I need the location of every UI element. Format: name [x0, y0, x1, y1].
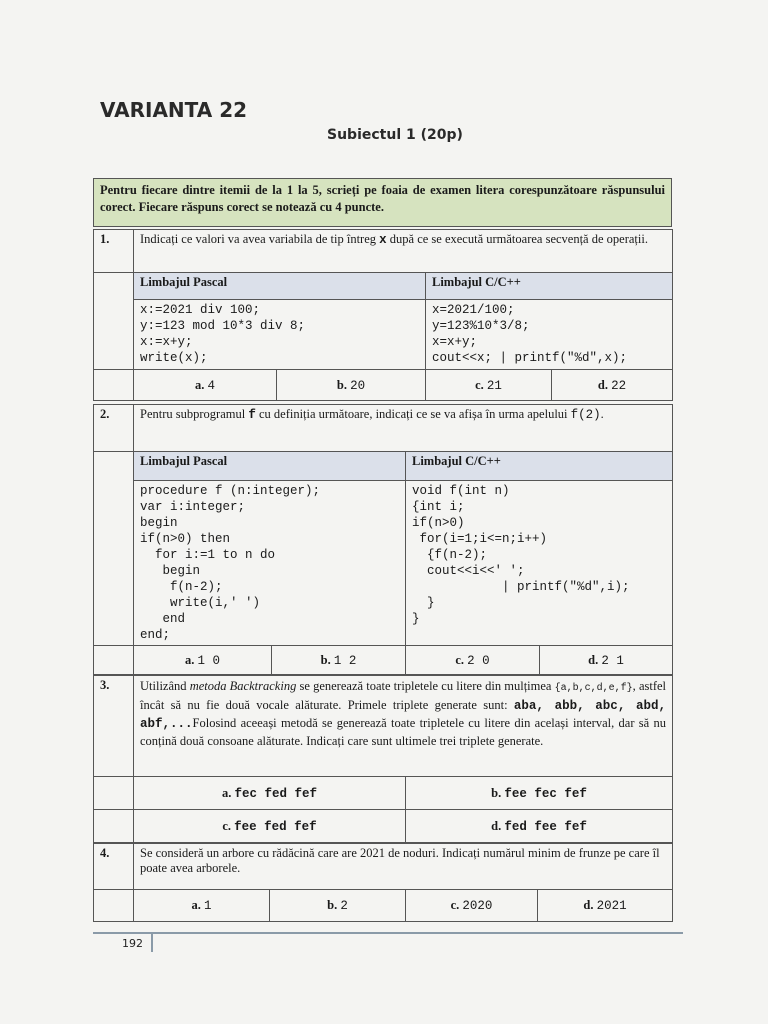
- page-title: VARIANTA 22: [100, 98, 248, 122]
- answer-option-d: d. fed fee fef: [406, 810, 673, 843]
- answer-option-b: b. 1 2: [272, 646, 406, 675]
- question-2-table: [93, 404, 673, 675]
- cpp-header: Limbajul C/C++: [406, 452, 673, 481]
- answer-option-d: d. 22: [552, 370, 673, 401]
- question-number: 4.: [94, 844, 134, 890]
- footer-tick: [151, 934, 153, 952]
- pascal-code: procedure f (n:integer); var i:integer; begin if(n>0) then for i:=1 to n do begin f(n-2); write(i,' ') end end;: [134, 481, 406, 646]
- pascal-code: x:=2021 div 100; y:=123 mod 10*3 div 8; x:=x+y; write(x);: [134, 300, 426, 370]
- question-1-text: Indicați ce valori va avea variabila de tip întreg x după ce se execută următoarea secvență de operații.: [134, 230, 673, 273]
- question-4-text: Se consideră un arbore cu rădăcină care are 2021 de noduri. Indicați numărul minim de frunze pe care îl poate avea arborele.: [134, 844, 673, 890]
- answer-option-a: a. 1: [134, 890, 270, 922]
- question-1-table: [93, 229, 673, 401]
- answer-option-a: a. 1 0: [134, 646, 272, 675]
- answer-option-c: c. 2020: [406, 890, 538, 922]
- answer-option-c: c. 2 0: [406, 646, 540, 675]
- answer-option-d: d. 2 1: [540, 646, 673, 675]
- answer-option-c: c. 21: [426, 370, 552, 401]
- cpp-code: void f(int n) {int i; if(n>0) for(i=1;i<=n;i++) {f(n-2); cout<<i<<' '; | printf("%d",i); } }: [406, 481, 673, 646]
- question-number: 1.: [94, 230, 134, 273]
- question-number: 2.: [94, 405, 134, 452]
- footer-rule: [93, 932, 683, 934]
- answer-option-d: d. 2021: [538, 890, 673, 922]
- answer-option-a: a. fec fed fef: [134, 777, 406, 810]
- pascal-header: Limbajul Pascal: [134, 273, 426, 300]
- section-subtitle: Subiectul 1 (20p): [327, 127, 463, 143]
- answer-option-a: a. 4: [134, 370, 277, 401]
- variable-x: x: [379, 233, 387, 247]
- cpp-code: x=2021/100; y=123%10*3/8; x=x+y; cout<<x; | printf("%d",x);: [426, 300, 673, 370]
- pascal-header: Limbajul Pascal: [134, 452, 406, 481]
- question-number: 3.: [94, 676, 134, 777]
- answer-option-b: b. 20: [277, 370, 426, 401]
- answer-option-c: c. fee fed fef: [134, 810, 406, 843]
- instructions-box: Pentru fiecare dintre itemii de la 1 la 5, scrieți pe foaia de examen litera corespunzătoare răspunsului corect. Fiecare răspuns corect se notează cu 4 puncte.: [93, 178, 672, 227]
- cpp-header: Limbajul C/C++: [426, 273, 673, 300]
- page-number: 192: [122, 937, 143, 950]
- question-2-text: Pentru subprogramul f cu definiția următoare, indicați ce se va afișa în urma apelului f(2).: [134, 405, 673, 452]
- question-3-text: Utilizând metoda Backtracking se generează toate tripletele cu litere din mulțimea {a,b,c,d,e,f}, astfel încât să nu fie două vocale alăturate. Primele triplete generate sunt: aba, abb, abc, abd, abf,...Folosind aceeași metodă se generează toate tripletele cu litere din același interval, dar să nu conțină două consoane alăturate. Indicați care sunt ultimele trei triplete generate.: [134, 676, 673, 777]
- answer-option-b: b. 2: [270, 890, 406, 922]
- question-3-table: [93, 675, 673, 843]
- answer-option-b: b. fee fec fef: [406, 777, 673, 810]
- question-4-table: [93, 843, 673, 922]
